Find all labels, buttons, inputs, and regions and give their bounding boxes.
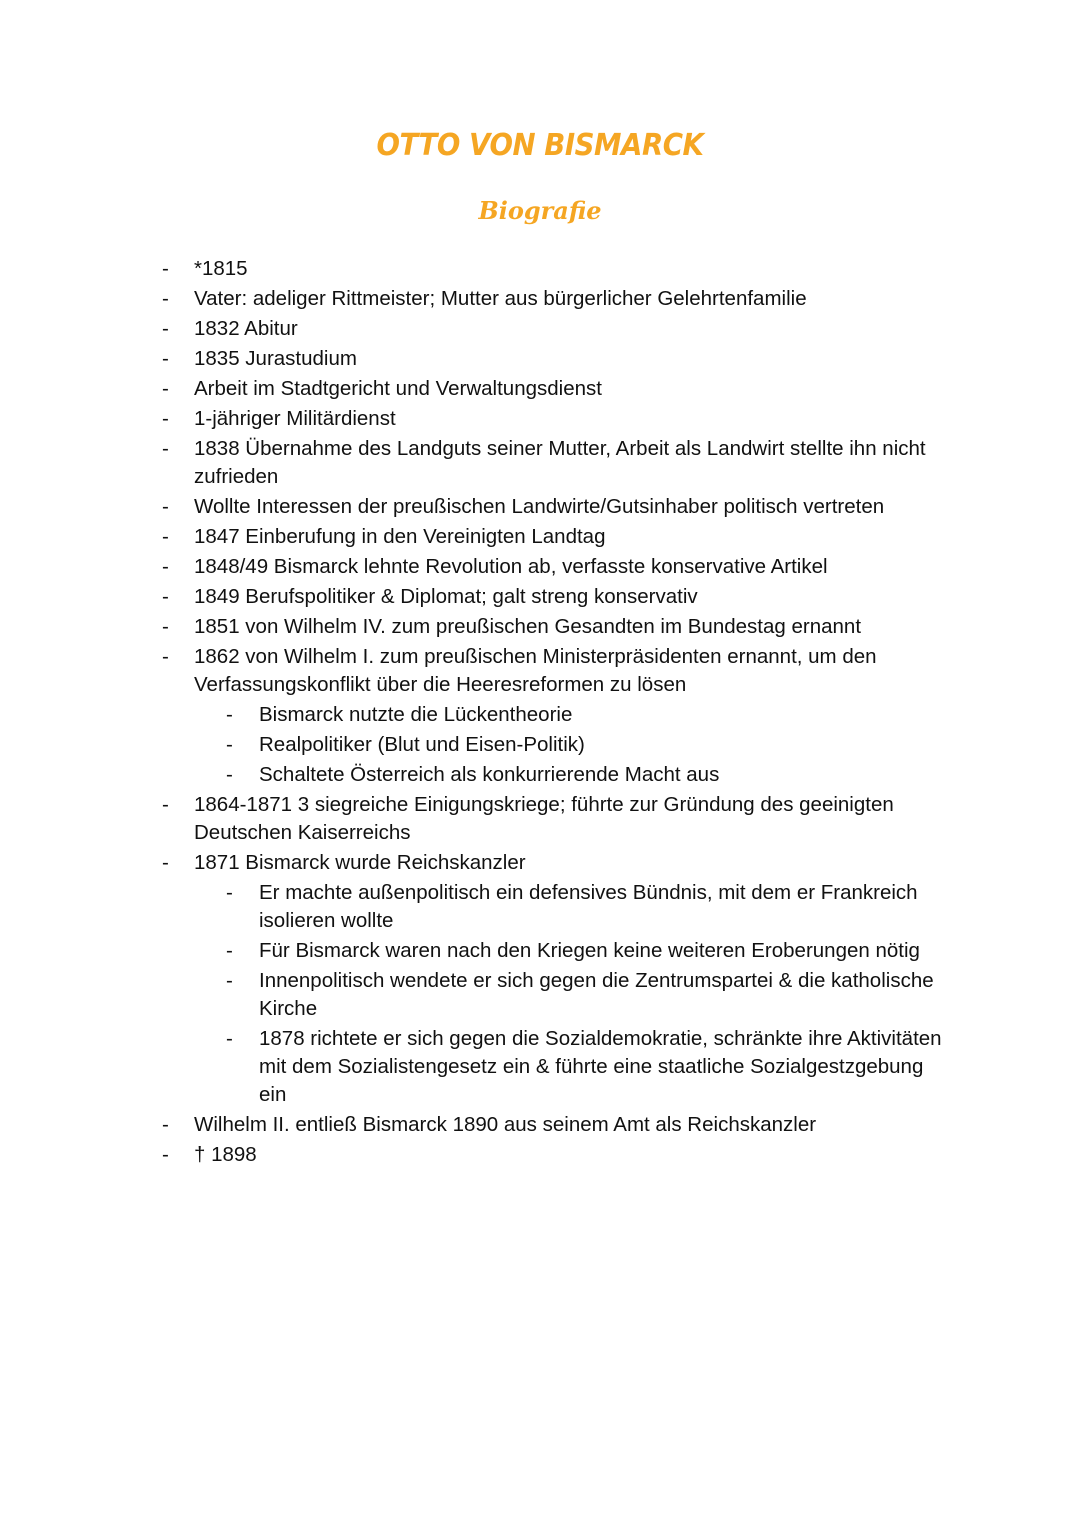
bullet-dash: -	[162, 1113, 169, 1136]
list-item-text: 1838 Übernahme des Landguts seiner Mutter, Arbeit als Landwirt stellte ihn nicht zufrieden	[194, 437, 926, 488]
list-item-text: † 1898	[194, 1143, 257, 1166]
list-item-text: Realpolitiker (Blut und Eisen-Politik)	[259, 733, 585, 756]
list-item	[0, 1141, 1080, 1169]
bullet-dash: -	[162, 525, 169, 548]
list-item-text: Er machte außenpolitisch ein defensives Bündnis, mit dem er Frankreich isolieren wollte	[259, 881, 918, 932]
bullet-dash: -	[162, 347, 169, 370]
bullet-dash: -	[162, 287, 169, 310]
list-item	[0, 523, 1080, 551]
sub-list-item	[0, 1025, 1080, 1109]
sub-list-item	[0, 937, 1080, 965]
list-item	[0, 375, 1080, 403]
bullet-dash: -	[162, 407, 169, 430]
bullet-dash: -	[226, 703, 233, 726]
list-item-text: Innenpolitisch wendete er sich gegen die Zentrumspartei & die katholische Kirche	[259, 969, 934, 1020]
list-item-text: Schaltete Österreich als konkurrierende Macht aus	[259, 763, 720, 786]
biography-list	[0, 255, 1080, 1171]
list-item-text: 1849 Berufspolitiker & Diplomat; galt streng konservativ	[194, 585, 698, 608]
bullet-dash: -	[226, 881, 233, 904]
bullet-dash: -	[162, 377, 169, 400]
list-item	[0, 345, 1080, 373]
list-item	[0, 849, 1080, 877]
bullet-dash: -	[162, 615, 169, 638]
sub-list-item	[0, 879, 1080, 935]
list-item-text: 1-jähriger Militärdienst	[194, 407, 396, 430]
bullet-dash: -	[162, 317, 169, 340]
list-item-text: 1848/49 Bismarck lehnte Revolution ab, verfasste konservative Artikel	[194, 555, 828, 578]
list-item	[0, 285, 1080, 313]
list-item-text: 1864-1871 3 siegreiche Einigungskriege; führte zur Gründung des geeinigten Deutschen Kaiserreichs	[194, 793, 894, 844]
bullet-dash: -	[162, 793, 169, 816]
list-item-text: 1832 Abitur	[194, 317, 298, 340]
bullet-dash: -	[226, 763, 233, 786]
list-item	[0, 613, 1080, 641]
bullet-dash: -	[226, 733, 233, 756]
bullet-dash: -	[162, 1143, 169, 1166]
bullet-dash: -	[226, 1027, 233, 1050]
list-item-text: 1847 Einberufung in den Vereinigten Landtag	[194, 525, 606, 548]
sub-list-item	[0, 701, 1080, 729]
list-item	[0, 315, 1080, 343]
list-item	[0, 791, 1080, 847]
list-item	[0, 493, 1080, 521]
list-item	[0, 1111, 1080, 1139]
bullet-dash: -	[226, 939, 233, 962]
bullet-dash: -	[162, 437, 169, 460]
list-item-text: 1862 von Wilhelm I. zum preußischen Ministerpräsidenten ernannt, um den Verfassungskonflikt über die Heeresreformen zu lösen	[194, 645, 877, 696]
sub-list-item	[0, 731, 1080, 759]
list-item-text: Für Bismarck waren nach den Kriegen keine weiteren Eroberungen nötig	[259, 939, 920, 962]
list-item-text: 1871 Bismarck wurde Reichskanzler	[194, 851, 526, 874]
bullet-dash: -	[162, 257, 169, 280]
sub-list-item	[0, 967, 1080, 1023]
sub-list-item	[0, 761, 1080, 789]
list-item	[0, 553, 1080, 581]
list-item-text: Wollte Interessen der preußischen Landwirte/Gutsinhaber politisch vertreten	[194, 495, 885, 518]
list-item	[0, 405, 1080, 433]
list-item	[0, 583, 1080, 611]
list-item-text: Bismarck nutzte die Lückentheorie	[259, 703, 573, 726]
page-subtitle: Biografie	[478, 196, 602, 225]
list-item-text: 1851 von Wilhelm IV. zum preußischen Gesandten im Bundestag ernannt	[194, 615, 862, 638]
bullet-dash: -	[162, 555, 169, 578]
list-item-text: *1815	[194, 257, 248, 280]
bullet-dash: -	[162, 645, 169, 668]
bullet-dash: -	[226, 969, 233, 992]
bullet-dash: -	[162, 851, 169, 874]
list-item-text: 1835 Jurastudium	[194, 347, 357, 370]
list-item-text: 1878 richtete er sich gegen die Sozialdemokratie, schränkte ihre Aktivitäten mit dem Sozialistengesetz ein & führte eine staatliche Sozialgestzgebung ein	[259, 1027, 942, 1106]
list-item-text: Arbeit im Stadtgericht und Verwaltungsdienst	[194, 377, 602, 400]
list-item-text: Vater: adeliger Rittmeister; Mutter aus bürgerlicher Gelehrtenfamilie	[194, 287, 807, 310]
page-title: OTTO VON BISMARCK	[376, 128, 704, 163]
list-item	[0, 255, 1080, 283]
list-item-text: Wilhelm II. entließ Bismarck 1890 aus seinem Amt als Reichskanzler	[194, 1113, 817, 1136]
bullet-dash: -	[162, 495, 169, 518]
list-item	[0, 435, 1080, 491]
bullet-dash: -	[162, 585, 169, 608]
list-item	[0, 643, 1080, 699]
